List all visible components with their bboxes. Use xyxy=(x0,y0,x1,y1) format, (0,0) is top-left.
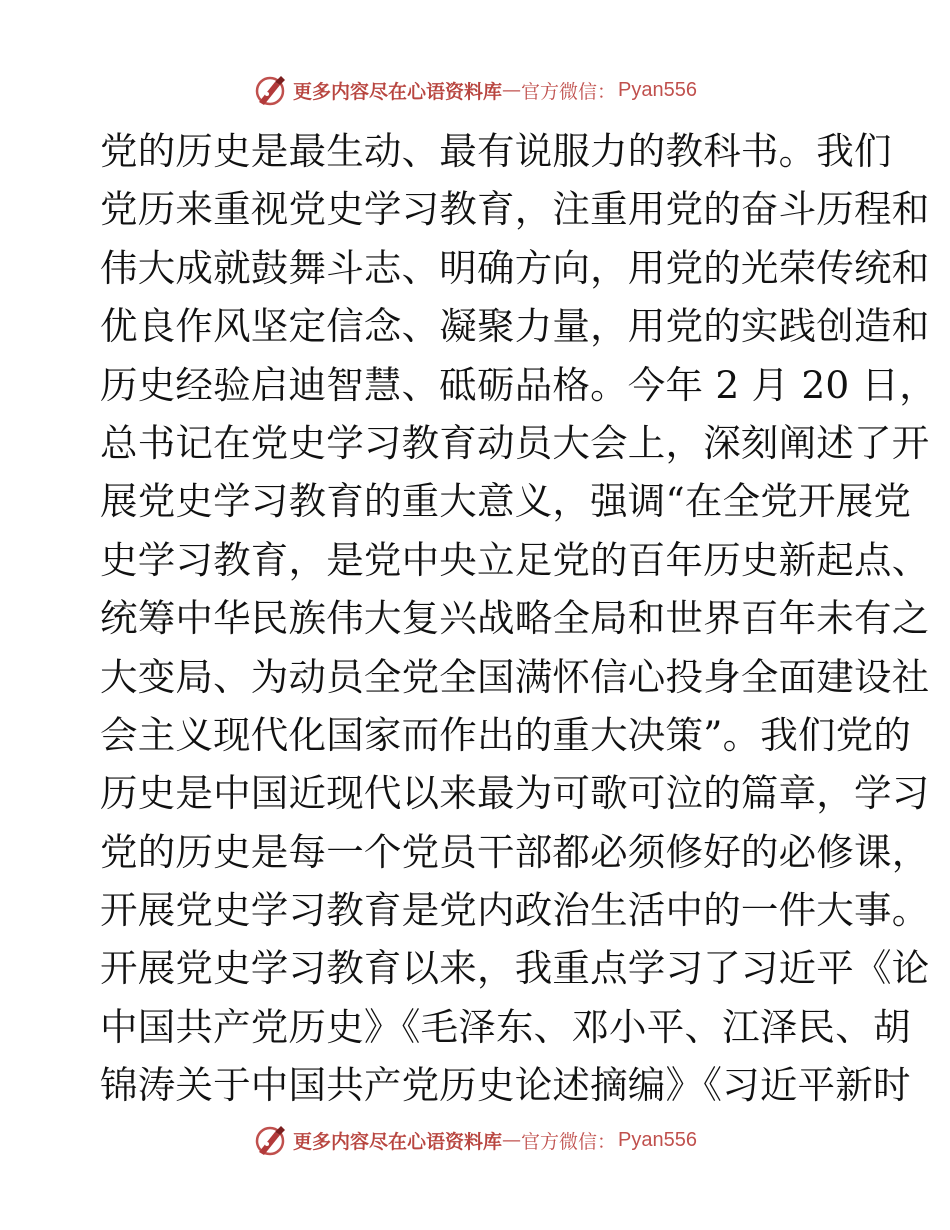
banner-wechat-label: 官方微信： xyxy=(521,80,617,103)
banner-wechat-label: 官方微信： xyxy=(521,1130,617,1153)
banner-dash: — xyxy=(502,79,522,101)
text-line: 会主义现代化国家而作出的重大决策”。我们党的 xyxy=(100,712,912,757)
text-line: 展党史学习教育的重大意义，强调“在全党开展党 xyxy=(100,479,912,524)
banner-wechat-id: Pyan556 xyxy=(618,78,697,101)
document-body xyxy=(100,122,937,1115)
footer-banner xyxy=(0,1120,950,1160)
banner-slogan: 更多内容尽在心语资料库 xyxy=(293,1130,503,1153)
banner-slogan: 更多内容尽在心语资料库 xyxy=(293,80,503,103)
header-banner xyxy=(0,70,950,110)
pen-logo-icon xyxy=(253,72,289,108)
text-line: 中国共产党历史》《毛泽东、邓小平、江泽民、胡 xyxy=(100,1004,911,1049)
text-line: 统筹中华民族伟大复兴战略全局和世界百年未有之 xyxy=(100,596,930,641)
text-line: 党的历史是每一个党员干部都必须修好的必修课， xyxy=(100,829,930,874)
text-line: 总书记在党史学习教育动员大会上，深刻阐述了开 xyxy=(100,420,930,465)
text-line: 党的历史是最生动、最有说服力的教科书。我们 xyxy=(100,129,892,173)
text-line: 开展党史学习教育是党内政治生活中的一件大事。 xyxy=(100,888,930,933)
text-line: 开展党史学习教育以来，我重点学习了习近平《论 xyxy=(100,946,930,991)
text-line: 优良作风坚定信念、凝聚力量，用党的实践创造和 xyxy=(100,304,930,349)
text-line: 大变局、为动员全党全国满怀信心投身全面建设社 xyxy=(100,654,930,699)
pen-logo-icon xyxy=(253,1122,289,1158)
text-line: 伟大成就鼓舞斗志、明确方向，用党的光荣传统和 xyxy=(100,245,930,290)
text-line: 史学习教育，是党中央立足党的百年历史新起点、 xyxy=(100,537,930,582)
text-line: 历史经验启迪智慧、砥砺品格。今年 2 月 20 日， xyxy=(100,362,937,407)
text-line: 历史是中国近现代以来最为可歌可泣的篇章，学习 xyxy=(100,771,930,816)
banner-wechat-id: Pyan556 xyxy=(618,1128,697,1151)
banner-dash: — xyxy=(502,1129,522,1151)
text-line: 党历来重视党史学习教育，注重用党的奋斗历程和 xyxy=(100,187,930,232)
text-line: 锦涛关于中国共产党历史论述摘编》《习近平新时 xyxy=(100,1063,911,1108)
